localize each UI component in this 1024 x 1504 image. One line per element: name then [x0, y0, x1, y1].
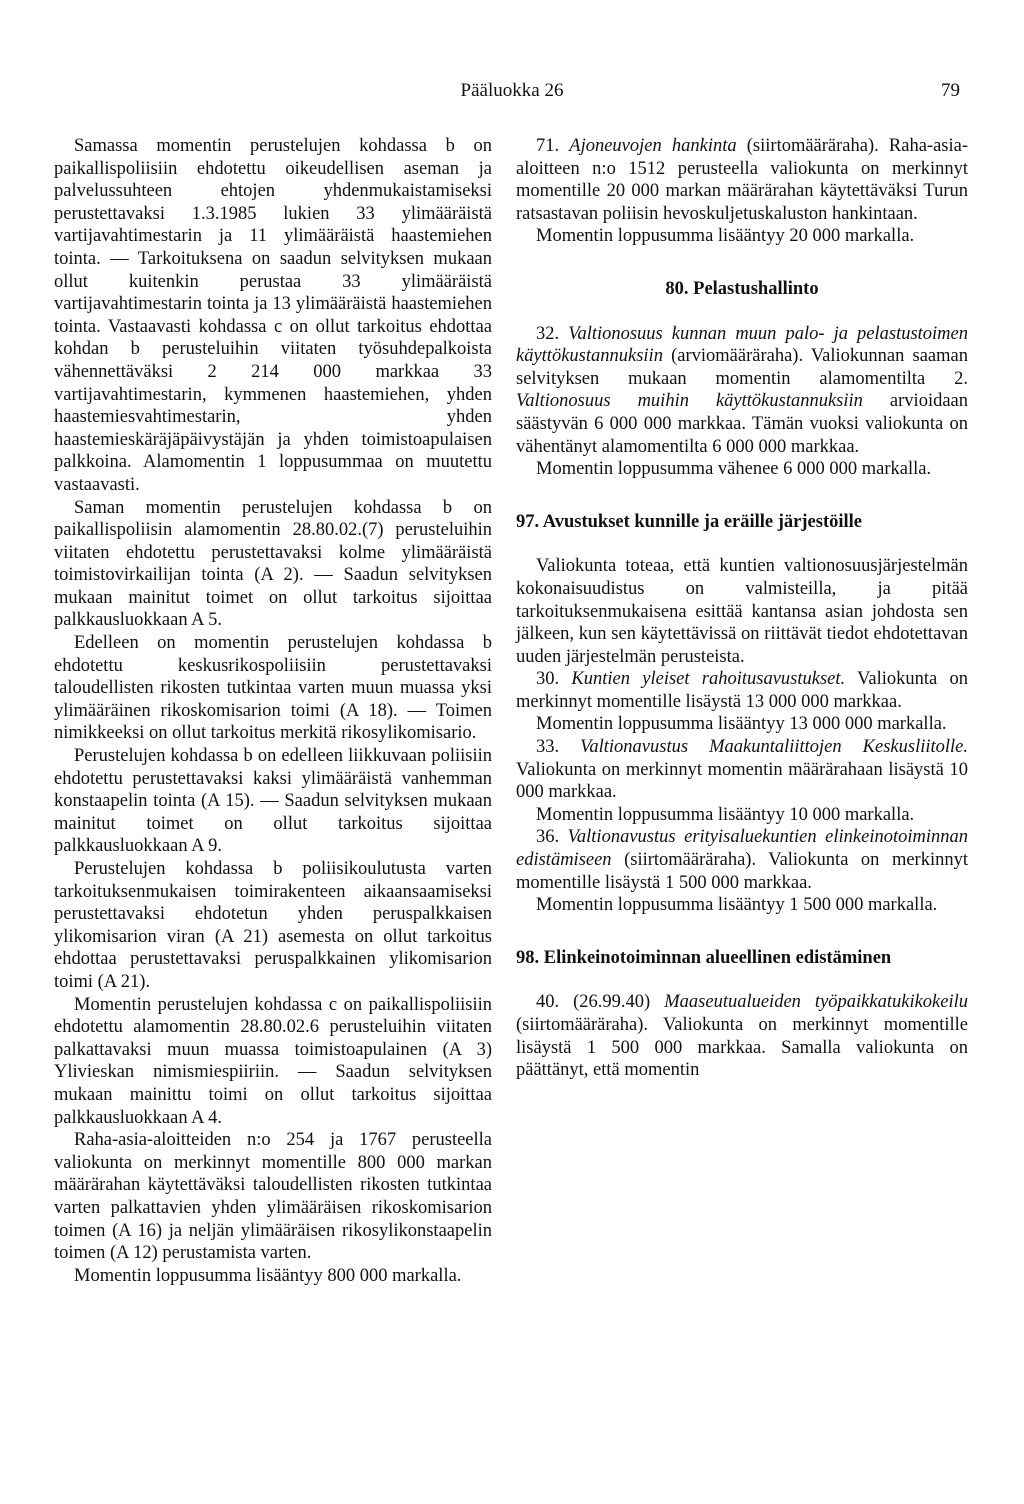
item-30 [516, 668, 968, 713]
item-text: Valiokunta on merkinnyt momentin määrärahaan lisäystä 10 000 markkaa. [516, 759, 968, 803]
item-text: Valiokunta on merkinnyt momentille lisäystä 13 000 000 markkaa. [516, 669, 969, 712]
item-text: (siirtomääräraha). Raha-asia-aloitteen n:o 1512 perusteella valiokunta on merkinnyt momentille 20 000 markan määrärahan käytettäväksi Turun ratsastavan poliisin hevoskuljetuskaluston hankintaan. [516, 136, 968, 224]
item-title: Valtionosuus kunnan muun palo- ja pelastustoimen käyttökustannuksiin [516, 323, 969, 367]
item-text: arvioidaan säästyvän 6 000 000 markkaa. Tämän vuoksi valiokunta on vähentänyt alamomentilta 6 000 000 markkaa. [516, 391, 969, 457]
paragraph: Saman momentin perustelujen kohdassa b on paikallispoliisin alamomentin 28.80.02.(7) perusteluihin viitaten ehdotettu perustettavaksi kolme ylimääräistä toimistovirkailijan tointa (A 2). — Saadun selvityksen mukaan mainitut toimet on ollut tarkoitus sijoittaa palkkausluokkaan A 5. [54, 497, 492, 631]
item-71 [516, 135, 968, 225]
paragraph: Perustelujen kohdassa b poliisikoulutusta varten tarkoituksenmukaisen toimirakenteen aikaansaamiseksi perustettavaksi ehdotetun yhden peruspalkkaisen ylikomisarion viran (A 21) asemesta on ollut tarkoitus ehdottaa perustettavaksi peruspalkkainen ylikomisarion toimi (A 21). [54, 859, 492, 992]
left-column [54, 135, 492, 1287]
item-number: 36. [536, 827, 560, 848]
paragraph: Raha-asia-aloitteiden n:o 254 ja 1767 perusteella valiokunta on merkinnyt momentille 800 000 markan määrärahan käytettäväksi taloudellisten rikosten tutkintaa varten palkattavien yhden ylimääräisen rikoskomisarion toimen (A 16) ja neljän ylimääräisen rikosylikonstaapelin toimen (A 12) perustamista varten. [54, 1130, 492, 1264]
paragraph: Momentin loppusumma lisääntyy 13 000 000 markalla. [536, 714, 947, 735]
item-text: (arviomääräraha). Valiokunnan saaman selvityksen mukaan momentin alamomentilta 2. [516, 346, 968, 389]
item-number: 32. [536, 323, 560, 344]
paragraph: Samassa momentin perustelujen kohdassa b on paikallispoliisiin ehdotettu oikeudellisen aseman ja palvelussuhteen ehtojen yhdenmukaistamiseksi perustettavaksi 1.3.1985 lukien 33 ylimääräistä vartijavahtimestarin ja 11 ylimääräistä haastemiehen tointa. — Tarkoituksena on saadun selvityksen mukaan ollut kuitenkin perustaa 33 ylimääräistä vartijavahtimestarin tointa ja 13 ylimääräistä haastemiehen tointa. Vastaavasti kohdassa c on ollut tarkoitus ehdottaa kohdan b perusteluihin viitaten työsuhdepalkoista vähennettäväksi 2 214 000 markkaa 33 vartijavahtimestarin, kymmenen haastemiehen, yhden haastemiesvahtimestarin, yhden haastemieskäräjäpäivystäjän ja yhden toimistoapulaisen palkkoina. Alamomentin 1 loppusummaa on muutettu vastaavasti. [54, 136, 492, 495]
item-title: Kuntien yleiset rahoitusavustukset. [571, 669, 846, 690]
paragraph: Momentin loppusumma lisääntyy 10 000 markalla. [536, 804, 915, 825]
item-number: 40. (26.99.40) [536, 992, 651, 1013]
paragraph: Momentin loppusumma lisääntyy 20 000 markalla. [536, 226, 915, 247]
inline-title: Valtionosuus muihin käyttökustannuksiin [516, 391, 863, 412]
paragraph: Valiokunta toteaa, että kuntien valtionosuusjärjestelmän kokonaisuudistus on valmisteilla, ja pitää tarkoituksenmukaisena esittää kantansa asian johdosta sen jälkeen, kun sen käytettävissä on riittävät tiedot ehdotettavan uuden järjestelmän perusteista. [516, 556, 968, 667]
item-title: Maaseutualueiden työpaikkatukikokeilu [664, 992, 969, 1013]
item-40 [516, 991, 968, 1081]
paragraph: Perustelujen kohdassa b on edelleen liikkuvaan poliisiin ehdotettu perustettavaksi kaksi ylimääräistä vanhemman konstaapelin tointa (A 15). — Saadun selvityksen mukaan mainitut toimet on ollut tarkoitus sijoittaa palkkausluokkaan A 9. [54, 746, 492, 857]
item-36 [516, 826, 968, 894]
item-33 [516, 736, 968, 804]
item-number: 30. [536, 669, 560, 690]
item-text: (siirtomääräraha). Valiokunta on merkinnyt momentille lisäystä 1 500 000 markkaa. [516, 850, 968, 893]
paragraph: Momentin perustelujen kohdassa c on paikallispoliisiin ehdotettu alamomentin 28.80.02.6 perusteluihin viitaten palkattavaksi muun muassa toimistoapulainen (A 3) Ylivieskan nimismiespiiriin. — Saadun selvityksen mukaan mainittu toimi on ollut tarkoitus sijoittaa palkkausluokkaan A 4. [54, 994, 492, 1128]
item-number: 33. [536, 737, 560, 758]
item-title: Ajoneuvojen hankinta [569, 136, 737, 156]
running-head: Pääluokka 26 [460, 80, 564, 101]
item-text: (siirtomääräraha). Valiokunta on merkinnyt momentille lisäystä 1 500 000 markkaa. Samalla valiokunta on päättänyt, että momentin [516, 1015, 968, 1081]
paragraph: Momentin loppusumma lisääntyy 1 500 000 markalla. [536, 895, 938, 916]
section-heading-80: 80. Pelastushallinto [665, 278, 819, 299]
item-number: 71. [536, 136, 560, 156]
page-header [0, 80, 1024, 110]
paragraph: Edelleen on momentin perustelujen kohdassa b ehdotettu keskusrikospoliisiin perustettavaksi taloudellisten rikosten tutkintaa varten muun muassa yksi ylimääräinen rikoskomisarion toimi (A 18). — Toimen nimikkeeksi on ollut tarkoitus merkitä rikosylikomisario. [54, 633, 492, 744]
item-title: Valtionavustus erityisaluekuntien elinkeinotoiminnan edistämiseen [516, 827, 969, 871]
right-column [516, 135, 968, 1082]
paragraph: Momentin loppusumma vähenee 6 000 000 markalla. [536, 459, 932, 480]
section-heading-98: 98. Elinkeinotoiminnan alueellinen edistäminen [516, 947, 892, 968]
page-number: 79 [941, 80, 960, 101]
item-32 [516, 323, 968, 459]
paragraph: Momentin loppusumma lisääntyy 800 000 markalla. [74, 1265, 462, 1286]
item-title: Valtionavustus Maakuntaliittojen Keskusliitolle. [580, 737, 968, 758]
section-heading-97: 97. Avustukset kunnille ja eräille järjestöille [516, 511, 862, 532]
